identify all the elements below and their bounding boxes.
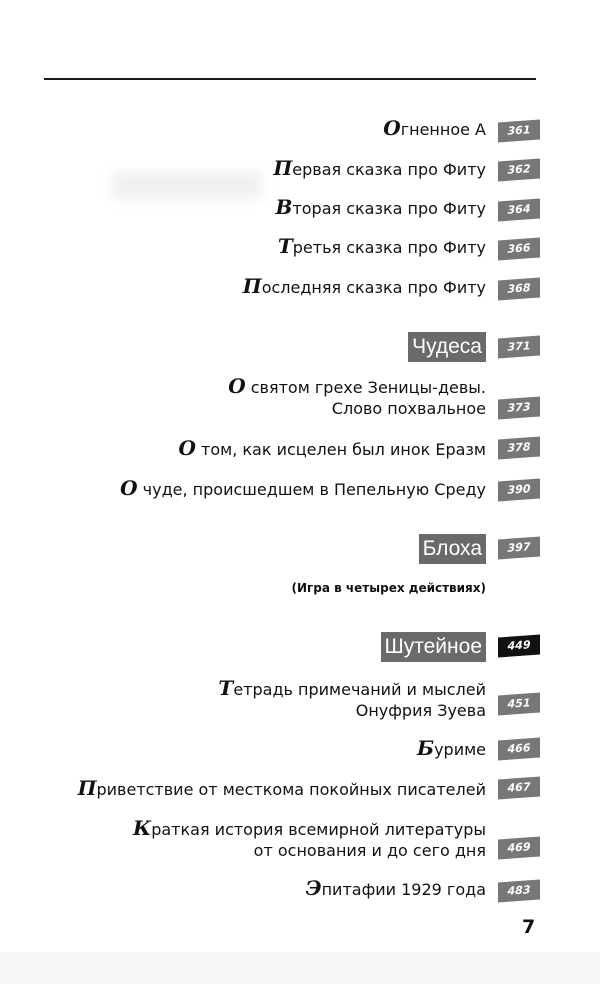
- entry-title-line2: Онуфрия Зуева: [355, 701, 486, 720]
- entry-initial: О: [383, 116, 401, 140]
- toc-entry[interactable]: [383, 118, 486, 140]
- toc-entry[interactable]: [218, 678, 486, 721]
- entry-title: оследняя сказка про Фиту: [261, 278, 486, 297]
- section-title[interactable]: Чудеса: [408, 332, 486, 362]
- section-title[interactable]: Блоха: [419, 534, 486, 564]
- entry-initial: О: [120, 476, 138, 500]
- toc-entry[interactable]: [120, 478, 486, 500]
- toc-entry[interactable]: [276, 197, 486, 219]
- toc-entry[interactable]: [243, 276, 486, 298]
- page-badge: 483: [498, 880, 540, 903]
- entry-initial: Т: [277, 234, 293, 258]
- page-badge: 362: [498, 159, 540, 182]
- entry-title: етрадь примечаний и мыслей: [233, 680, 486, 699]
- toc-entry[interactable]: [273, 158, 486, 180]
- entry-initial: В: [275, 195, 293, 219]
- page-badge: 466: [498, 738, 540, 761]
- entry-initial: Т: [218, 676, 234, 700]
- entry-title: чуде, происшедшем в Пепельную Среду: [137, 480, 486, 499]
- page-badge: 366: [498, 238, 540, 261]
- entry-title: уриме: [434, 740, 486, 759]
- toc-entry[interactable]: [417, 738, 486, 760]
- entry-title: раткая история всемирной литературы: [151, 820, 486, 839]
- scan-bottom-edge: [0, 952, 600, 984]
- page-badge: 451: [498, 693, 540, 716]
- page-badge: 368: [498, 278, 540, 301]
- entry-initial: О: [228, 374, 246, 398]
- toc-entry[interactable]: [278, 236, 486, 258]
- page-badge: 390: [498, 479, 540, 502]
- page-number: 7: [522, 916, 536, 938]
- entry-initial: П: [77, 776, 97, 800]
- entry-title: ретья сказка про Фиту: [292, 238, 486, 257]
- entry-title: торая сказка про Фиту: [292, 199, 486, 218]
- entry-title: риветствие от месткома покойных писателей: [96, 780, 486, 799]
- entry-title: гненное А: [400, 120, 486, 139]
- scan-smudge: [112, 172, 262, 198]
- section-title[interactable]: Шутейное: [381, 632, 487, 662]
- section-subtitle: (Игра в четырех действиях): [291, 581, 486, 595]
- entry-initial: Э: [305, 876, 322, 900]
- header-rule: [44, 78, 536, 80]
- entry-title: ервая сказка про Фиту: [292, 160, 486, 179]
- entry-title-line2: от основания и до сего дня: [253, 841, 486, 860]
- page-badge: 378: [498, 437, 540, 460]
- section-page-badge: 449: [498, 635, 540, 658]
- entry-title: святом грехе Зеницы-девы.: [245, 378, 486, 397]
- entry-initial: Б: [416, 736, 435, 760]
- entry-initial: П: [242, 274, 262, 298]
- page-badge: 469: [498, 837, 540, 860]
- entry-initial: П: [273, 156, 293, 180]
- section-page-badge: 397: [498, 537, 540, 560]
- toc-entry[interactable]: [78, 778, 486, 800]
- entry-initial: О: [178, 436, 196, 460]
- entry-initial: К: [133, 816, 152, 840]
- page-badge: 364: [498, 199, 540, 222]
- section-page-badge: 371: [498, 336, 540, 359]
- page-badge: 361: [498, 120, 540, 143]
- entry-title: том, как исцелен был инок Еразм: [195, 440, 486, 459]
- toc-entry[interactable]: [228, 376, 486, 419]
- entry-title-line2: Слово похвальное: [331, 399, 486, 418]
- page-badge: 467: [498, 777, 540, 800]
- page-badge: 373: [498, 397, 540, 420]
- toc-entry[interactable]: [179, 438, 486, 460]
- toc-entry[interactable]: [133, 818, 486, 861]
- toc-entry[interactable]: [306, 878, 486, 900]
- entry-title: питафии 1929 года: [321, 880, 486, 899]
